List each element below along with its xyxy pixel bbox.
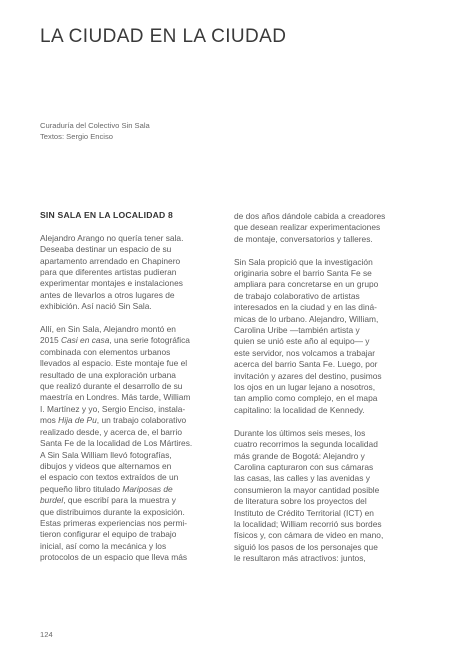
artwork-title: Casi en casa	[60, 335, 110, 346]
text-line: Carolina Uribe —también artista y	[234, 325, 360, 336]
text-line: la localidad; William recorrió sus bordes	[234, 518, 382, 529]
text-line: invitación y azares del destino, pusimos	[234, 370, 382, 381]
text-run: mos	[40, 415, 59, 426]
text-line: Estas primeras experiencias nos permi-	[40, 517, 188, 528]
text-line: siguió los pasos de los personajes que	[234, 541, 378, 552]
text-line: de trabajo colaborativo de artistas	[234, 290, 360, 301]
text-line: más grande de Bogotá: Alejandro y	[234, 450, 365, 461]
text-line: de dos años dándole cabida a creadores	[234, 211, 386, 221]
text-line	[40, 484, 216, 495]
paragraph-2	[40, 324, 216, 564]
artwork-title: Hija de Pu	[58, 415, 97, 426]
text-line: de literatura sobre los proyectos del	[234, 496, 367, 507]
text-line: Allí, en Sin Sala, Alejandro montó en	[40, 324, 176, 335]
book-title: Mariposas de	[122, 483, 173, 494]
paragraph-5	[234, 428, 410, 565]
text-line: capitalino: la localidad de Kennedy.	[234, 404, 365, 415]
text-line: interesados en la ciudad y en las diná-	[234, 302, 377, 313]
text-line: I. Martínez y yo, Sergio Enciso, instala-	[40, 403, 186, 414]
text-run: pequeño libro titulado	[40, 483, 123, 494]
text-line: realizado desde, y acerca de, el barrio	[40, 426, 182, 437]
paragraph-1	[40, 233, 216, 313]
text-line: Durante los últimos seis meses, los	[234, 427, 366, 438]
text-line: el espacio con textos extraídos de un	[40, 472, 179, 483]
paragraph-4	[234, 257, 410, 417]
text-line: los ojos en un lugar lejano a nosotros,	[234, 382, 376, 393]
text-line: micas de lo urbano. Alejandro, William,	[234, 313, 379, 324]
paragraph-3	[234, 211, 410, 245]
text-run: , un trabajo colaborativo	[96, 415, 187, 426]
text-line: Alejandro Arango no quería tener sala.	[40, 232, 184, 243]
text-line: consumieron la mayor cantidad posible	[234, 484, 380, 495]
texts-credit: Textos: Sergio Enciso	[40, 132, 114, 141]
text-line: Deseaba destinar un espacio de su	[40, 244, 172, 255]
text-line: A Sin Sala William llevó fotografías,	[40, 449, 172, 460]
text-line: dibujos y videos que alternamos en	[40, 460, 172, 471]
text-line: protocolos de un espacio que lleva más	[40, 552, 188, 563]
text-line: tan amplio como complejo, en el mapa	[234, 393, 378, 404]
page-number: 124	[40, 630, 53, 639]
text-line: llevados al espacio. Este montaje fue el	[40, 358, 188, 369]
text-run: , que escribí para la muestra y	[63, 495, 176, 506]
text-line: físicos y, con cámara de video en mano,	[234, 530, 384, 541]
text-line: experimentar montajes e instalaciones	[40, 278, 183, 289]
text-line: antes de llevarlos a otros lugares de	[40, 289, 175, 300]
page-title: LA CIUDAD EN LA CIUDAD	[40, 26, 287, 47]
text-line: quien se unió este año al equipo— y	[234, 336, 370, 347]
text-line: de montaje, conversatorios y talleres.	[234, 233, 373, 244]
text-line: apartamento arrendado en Chapinero	[40, 255, 181, 266]
right-column	[234, 211, 410, 576]
text-run: 2015	[40, 335, 61, 346]
book-title: burdel	[40, 495, 64, 506]
text-line: cuatro recorrimos la segunda localidad	[234, 439, 378, 450]
text-line: este servidor, nos volcamos a trabajar	[234, 347, 376, 358]
text-line: acerca del barrio Santa Fe. Luego, por	[234, 359, 378, 370]
text-line: combinada con elementos urbanos	[40, 346, 171, 357]
text-line: maestría en Londres. Más tarde, William	[40, 392, 191, 403]
text-line: Instituto de Crédito Territorial (ICT) en	[234, 507, 374, 518]
credits	[40, 120, 150, 142]
text-line: las casas, las calles y las avenidas y	[234, 473, 370, 484]
text-line: exhibición. Así nació Sin Sala.	[40, 301, 152, 312]
text-line: que realizó durante el desarrollo de su	[40, 381, 183, 392]
text-line: inicial, así como la mecánica y los	[40, 540, 167, 551]
left-column	[40, 210, 216, 575]
text-line: para que diferentes artistas pudieran	[40, 267, 177, 278]
text-line: originaria sobre el barrio Santa Fe se	[234, 268, 372, 279]
curator-credit: Curaduría del Colectivo Sin Sala	[40, 121, 150, 130]
text-line: Carolina capturaron con sus cámaras	[234, 461, 374, 472]
text-line: Sin Sala propició que la investigación	[234, 256, 373, 267]
text-line: le resultaron más atractivos: juntos,	[234, 553, 366, 564]
text-line: tieron configurar el equipo de trabajo	[40, 529, 177, 540]
text-line: ampliara para concretarse en un grupo	[234, 279, 379, 290]
text-line	[40, 495, 216, 506]
section-heading: SIN SALA EN LA LOCALIDAD 8	[40, 210, 173, 220]
text-line	[40, 335, 216, 346]
text-line: que desean realizar experimentaciones	[234, 222, 381, 233]
text-line: que distribuimos durante la exposición.	[40, 506, 185, 517]
text-line: resultado de una exploración urbana	[40, 369, 176, 380]
text-run: , una serie fotográfica	[109, 335, 190, 346]
text-line	[40, 415, 216, 426]
text-line: Santa Fe de la localidad de Los Mártires.	[40, 438, 193, 449]
